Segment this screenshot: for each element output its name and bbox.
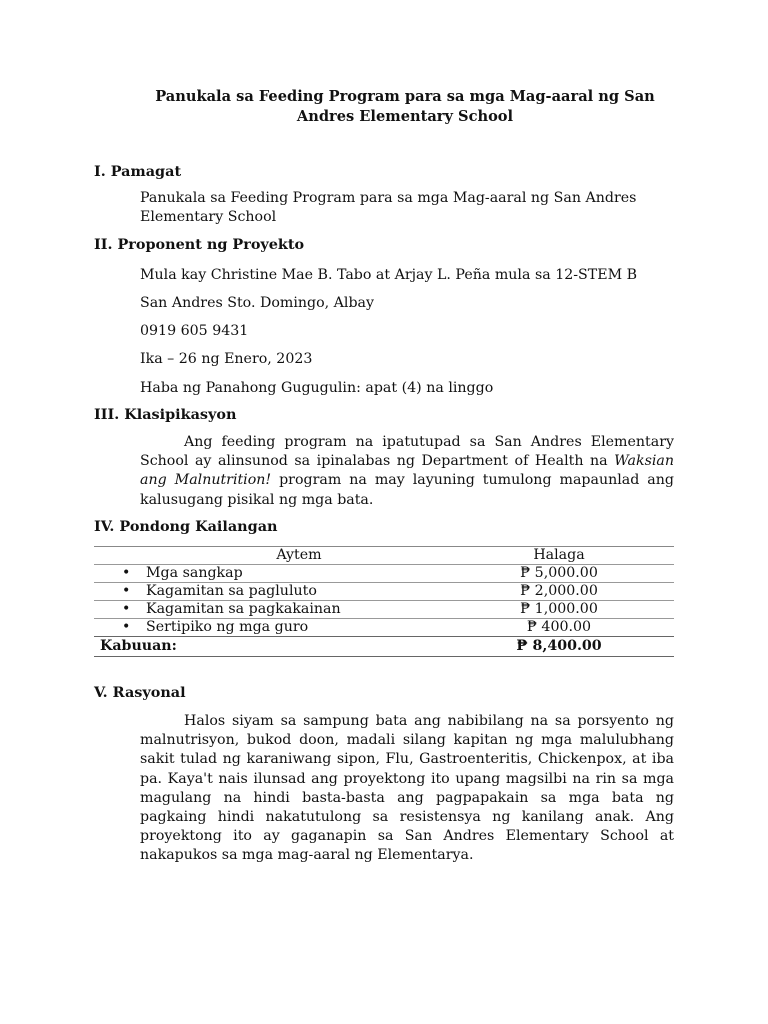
klasipikasyon-body bbox=[140, 433, 674, 510]
table-row bbox=[94, 619, 674, 637]
section-heading-rasyonal: V. Rasyonal bbox=[94, 684, 186, 701]
klasipikasyon-program-name: Waksian ang Malnutrition! bbox=[140, 453, 674, 489]
fund-total-amount: ₱ 8,400.00 bbox=[444, 637, 674, 657]
klasipikasyon-text-before: Ang feeding program na ipatutupad sa San Andres Elementary School ay alinsunod sa ipinalabas ng Department of Health na bbox=[140, 434, 674, 470]
fund-col-halaga: Halaga bbox=[444, 547, 674, 565]
fund-amount: ₱ 1,000.00 bbox=[444, 601, 674, 619]
table-row bbox=[94, 601, 674, 619]
fund-item: Mga sangkap bbox=[146, 565, 243, 581]
proponent-line-date: Ika – 26 ng Enero, 2023 bbox=[140, 351, 313, 367]
fund-total-label: Kabuuan: bbox=[94, 637, 444, 657]
section-heading-klasipikasyon: III. Klasipikasyon bbox=[94, 406, 237, 423]
fund-col-aytem: Aytem bbox=[94, 547, 444, 565]
proponent-line-address: San Andres Sto. Domingo, Albay bbox=[140, 295, 375, 311]
fund-table-header bbox=[94, 547, 674, 565]
section-heading-pondo: IV. Pondong Kailangan bbox=[94, 518, 278, 535]
fund-item: Kagamitan sa pagluluto bbox=[146, 583, 317, 599]
bullet-icon: • bbox=[122, 601, 131, 617]
pamagat-body: Panukala sa Feeding Program para sa mga Mag-aaral ng San Andres Elementary School bbox=[140, 190, 637, 225]
fund-item: Kagamitan sa pagkakainan bbox=[146, 601, 341, 617]
fund-amount: ₱ 5,000.00 bbox=[444, 565, 674, 583]
proponent-line-duration: Haba ng Panahong Gugugulin: apat (4) na linggo bbox=[140, 380, 494, 396]
fund-amount: ₱ 2,000.00 bbox=[444, 583, 674, 601]
rasyonal-text: Halos siyam sa sampung bata ang nabibilang na sa porsyento ng malnutrisyon, bukod doon, madali silang kapitan ng mga malulubhang sakit tulad ng karaniwang sipon, Flu, Gastroenteritis, Chickenpox, at iba pa. Kaya't nais ilunsad ang proyektong ito upang magsilbi na rin sa mga magulang na hindi basta-basta ang pagpapakain sa mga bata ng pagkaing hindi nakatutulong sa resistensya ng kanilang anak. Ang proyektong ito ay gaganapin sa San Andres Elementary School at nakapukos sa mga mag-aaral ng Elementarya. bbox=[140, 713, 674, 864]
rasyonal-body bbox=[140, 712, 674, 866]
bullet-icon: • bbox=[122, 583, 131, 599]
table-row bbox=[94, 583, 674, 601]
table-row bbox=[94, 565, 674, 583]
proponent-line-names: Mula kay Christine Mae B. Tabo at Arjay L. Peña mula sa 12-STEM B bbox=[140, 267, 638, 283]
fund-total-row bbox=[94, 637, 674, 657]
bullet-icon: • bbox=[122, 619, 131, 635]
fund-amount: ₱ 400.00 bbox=[444, 619, 674, 637]
klasipikasyon-text-after: program na may layuning tumulong mapaunlad ang kalusugang pisikal ng mga bata. bbox=[140, 472, 674, 508]
fund-table bbox=[94, 546, 674, 657]
fund-item: Sertipiko ng mga guro bbox=[146, 619, 309, 635]
section-heading-proponent: II. Proponent ng Proyekto bbox=[94, 236, 305, 253]
section-heading-pamagat: I. Pamagat bbox=[94, 163, 182, 180]
proponent-line-phone: 0919 605 9431 bbox=[140, 323, 249, 339]
bullet-icon: • bbox=[122, 565, 131, 581]
document-title: Panukala sa Feeding Program para sa mga Mag-aaral ng San Andres Elementary School bbox=[155, 88, 655, 125]
